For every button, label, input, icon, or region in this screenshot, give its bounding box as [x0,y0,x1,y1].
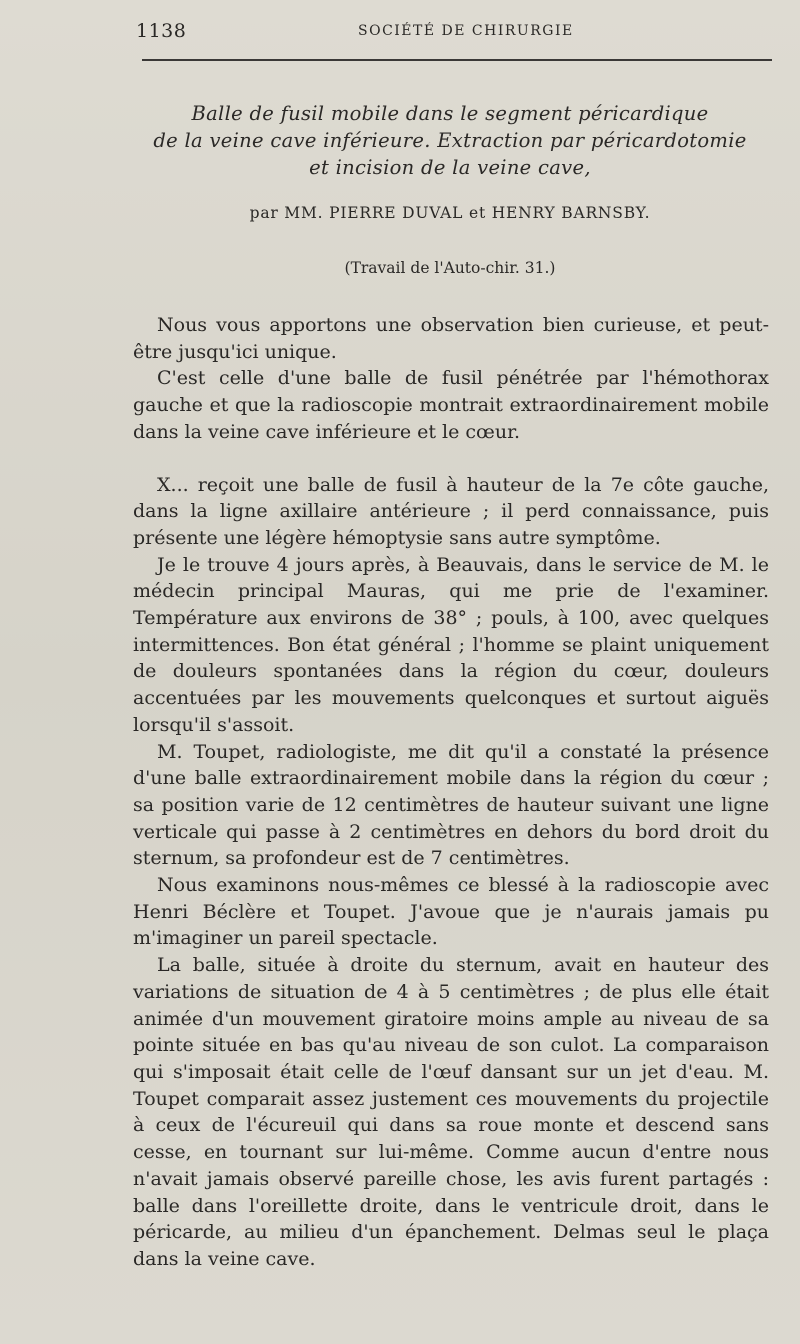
article-note: (Travail de l'Auto-chir. 31.) [344,259,556,277]
header-rule [142,59,772,61]
title-line: Balle de fusil mobile dans le segment péricardique [191,102,709,125]
body-paragraph: Je le trouve 4 jours après, à Beauvais, dans le service de M. le médecin principal Mauras, qui me prie de l'examiner. Température aux environs de 38° ; pouls, à 100, avec quelques intermittences. Bon état général ; l'homme se plaint uniquement de douleurs spontanées dans la région du cœur, douleurs accentuées par les mouvements quelconques et surtout aiguës lorsqu'il s'assoit. [133,553,769,736]
body-paragraph: Nous examinons nous-mêmes ce blessé à la radioscopie avec Henri Béclère et Toupet. J'avoue que je n'aurais jamais pu m'imaginer un pareil spectacle. [133,874,769,950]
body-paragraph: La balle, située à droite du sternum, avait en hauteur des variations de situation de 4 à 5 centimètres ; de plus elle était animée d'un mouvement giratoire moins ample au niveau de sa pointe située en bas qu'au niveau de son culot. La comparaison qui s'imposait était celle de l'œuf dansant sur un jet d'eau. M. Toupet comparait assez justement ces mouvements du projectile à ceux de l'écureuil qui dans sa roue monte et descend sans cesse, en tournant sur lui-même. Comme aucun d'entre nous n'avait jamais observé pareille chose, les avis furent partagés : balle dans l'oreillette droite, dans le ventricule droit, dans le péricarde, au milieu d'un épanchement. Delmas seul le plaça dans la veine cave. [133,954,769,1270]
body-paragraph: Nous vous apportons une observation bien curieuse, et peut-être jusqu'ici unique. [133,314,769,363]
page-number: 1138 [136,20,187,42]
title-line: de la veine cave inférieure. Extraction par péricardotomie [153,129,747,152]
page-header [136,20,772,42]
running-head: SOCIÉTÉ DE CHIRURGIE [358,23,574,39]
article-title [130,100,770,181]
article-body [133,312,769,1273]
body-paragraph: M. Toupet, radiologiste, me dit qu'il a constaté la présence d'une balle extraordinairement mobile dans la région du cœur ; sa position varie de 12 centimètres de hauteur suivant une ligne verticale qui passe à 2 centimètres en dehors du bord droit du sternum, sa profondeur est de 7 centimètres. [133,740,769,870]
article-authors: par MM. PIERRE DUVAL et HENRY BARNSBY. [249,204,651,222]
body-paragraph: C'est celle d'une balle de fusil pénétrée par l'hémothorax gauche et que la radioscopie montrait extraordinairement mobile dans la veine cave inférieure et le cœur. [133,367,769,443]
title-line: et incision de la veine cave, [309,156,591,179]
body-paragraph: X... reçoit une balle de fusil à hauteur de la 7e côte gauche, dans la ligne axillaire antérieure ; il perd connaissance, puis présente une légère hémoptysie sans autre symptôme. [133,473,769,549]
